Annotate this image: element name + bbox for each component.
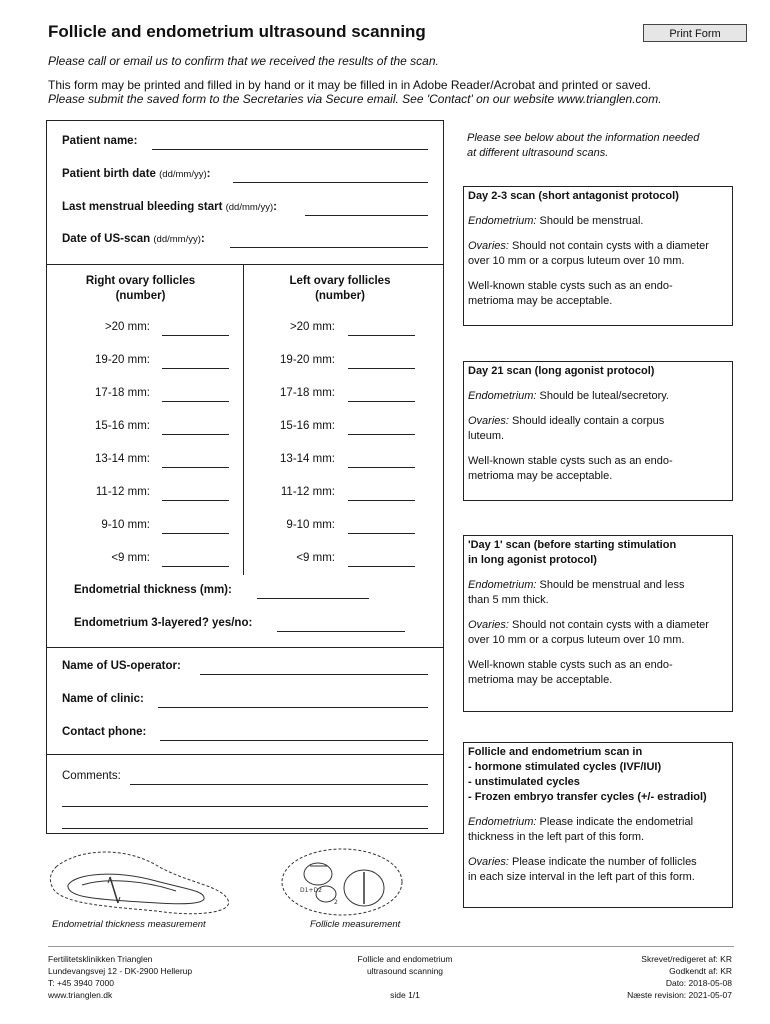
left-follicle-count-field[interactable]: [348, 517, 419, 535]
layered-label: Endometrium 3-layered? yes/no:: [74, 617, 253, 629]
clinic-label: Name of clinic:: [62, 693, 144, 705]
page-title: Follicle and endometrium ultrasound scanning: [48, 22, 426, 41]
left-follicle-count-field[interactable]: [348, 484, 419, 502]
confirm-note: Please call or email us to confirm that we received the results of the scan.: [48, 54, 439, 68]
operator-field[interactable]: [200, 658, 432, 676]
left-size-label: >20 mm:: [289, 321, 335, 333]
left-size-label: <9 mm:: [296, 552, 335, 564]
right-size-label: 19-20 mm:: [95, 354, 150, 366]
right-follicle-count-field[interactable]: [162, 319, 233, 337]
info-box-day1: 'Day 1' scan (before starting stimulation in long agonist protocol) Endometrium: Should be menstrual and less than 5 mm thick. Ovaries: Should not contain cysts with a diameter over 10 mm or a corpus luteum over 10 mm. Well-known stable cysts such as an endo- metrioma may be acceptable.: [463, 535, 733, 712]
intro-line-2: Please submit the saved form to the Secretaries via Secure email. See 'Contact' on our website www.trianglen.com.: [48, 92, 662, 106]
left-follicle-count-field[interactable]: [348, 550, 419, 568]
patient-name-field[interactable]: [152, 133, 432, 151]
diagram-label-2: 2: [334, 899, 338, 906]
info-intro: Please see below about the information needed at different ultrasound scans.: [467, 132, 700, 159]
right-follicle-count-field[interactable]: [162, 451, 233, 469]
operator-label: Name of US-operator:: [62, 660, 181, 672]
right-size-label: 11-12 mm:: [95, 486, 150, 498]
lmp-field[interactable]: [305, 199, 432, 217]
right-follicle-count-field[interactable]: [162, 418, 233, 436]
birth-date-label: Patient birth date (dd/mm/yy):: [62, 168, 211, 180]
patient-name-label: Patient name:: [62, 135, 138, 147]
footer-clinic: Fertilitetsklinikken Trianglen Lundevangsvej 12 - DK-2900 Hellerup T: +45 3940 7000 www.trianglen.dk: [48, 954, 193, 1000]
left-size-label: 13-14 mm:: [280, 453, 335, 465]
right-size-label: 15-16 mm:: [95, 420, 150, 432]
thickness-label: Endometrial thickness (mm):: [74, 584, 232, 596]
left-size-label: 11-12 mm:: [280, 486, 335, 498]
footer-divider: [48, 946, 734, 947]
left-follicle-count-field[interactable]: [348, 352, 419, 370]
left-follicle-count-field[interactable]: [348, 451, 419, 469]
comments-label: Comments:: [62, 770, 121, 782]
comments-field[interactable]: [62, 768, 432, 832]
lmp-label: Last menstrual bleeding start (dd/mm/yy):: [62, 201, 277, 213]
footer-document: Follicle and endometrium ultrasound scanning side 1/1: [357, 954, 453, 1000]
info-box-day23: Day 2-3 scan (short antagonist protocol) Endometrium: Should be menstrual. Ovaries: Should not contain cysts with a diameter over 10 mm or a corpus luteum over 10 mm. Well-known stable cysts such as an endo- metrioma may be acceptable.: [463, 186, 733, 326]
right-follicle-count-field[interactable]: [162, 517, 233, 535]
column-divider: [243, 264, 244, 575]
clinic-field[interactable]: [158, 691, 432, 709]
layered-field[interactable]: [277, 615, 409, 633]
right-follicle-count-field[interactable]: [162, 550, 233, 568]
phone-label: Contact phone:: [62, 726, 147, 738]
right-follicle-count-field[interactable]: [162, 385, 233, 403]
right-follicle-count-field[interactable]: [162, 352, 233, 370]
thickness-field[interactable]: [257, 582, 373, 600]
endometrium-diagram: [46, 845, 236, 920]
info-box-day21: Day 21 scan (long agonist protocol) Endometrium: Should be luteal/secretory. Ovaries: Should ideally contain a corpus luteum. Well-known stable cysts such as an endo- metrioma may be acceptable.: [463, 361, 733, 501]
follicle-diagram: [278, 846, 408, 921]
print-form-button[interactable]: Print Form: [643, 24, 747, 42]
scan-date-field[interactable]: [230, 231, 432, 249]
diagram-label-d1d2: D1+D2: [300, 887, 322, 894]
intro-line-1: This form may be printed and filled in by hand or it may be filled in in Adobe Reader/Acrobat and printed or saved.: [48, 78, 652, 92]
left-size-label: 19-20 mm:: [280, 354, 335, 366]
right-size-label: <9 mm:: [111, 552, 150, 564]
left-follicle-count-field[interactable]: [348, 418, 419, 436]
caption-endometrium: Endometrial thickness measurement: [52, 919, 206, 930]
right-ovary-header: Right ovary follicles (number): [85, 275, 196, 302]
right-size-label: 13-14 mm:: [95, 453, 150, 465]
right-follicle-count-field[interactable]: [162, 484, 233, 502]
right-size-label: 9-10 mm:: [101, 519, 150, 531]
left-ovary-header: Left ovary follicles (number): [289, 275, 391, 302]
phone-field[interactable]: [160, 724, 432, 742]
footer-meta: Skrevet/redigeret af: KR Godkendt af: KR Dato: 2018-05-08 Næste revision: 2021-05-07: [627, 954, 732, 1000]
left-size-label: 17-18 mm:: [280, 387, 335, 399]
right-size-label: 17-18 mm:: [95, 387, 150, 399]
left-size-label: 9-10 mm:: [286, 519, 335, 531]
scan-date-label: Date of US-scan (dd/mm/yy):: [62, 233, 205, 245]
birth-date-field[interactable]: [233, 166, 432, 184]
info-box-follicle-scan: Follicle and endometrium scan in - hormone stimulated cycles (IVF/IUI) - unstimulated cycles - Frozen embryo transfer cycles (+/- estradiol) Endometrium: Please indicate the endometrial thickness in the left part of this form. Ovaries: Please indicate the number of follicles in each size interval in the left part of this form.: [463, 742, 733, 908]
left-follicle-count-field[interactable]: [348, 319, 419, 337]
caption-follicle: Follicle measurement: [310, 919, 401, 930]
left-size-label: 15-16 mm:: [280, 420, 335, 432]
left-follicle-count-field[interactable]: [348, 385, 419, 403]
right-size-label: >20 mm:: [104, 321, 150, 333]
